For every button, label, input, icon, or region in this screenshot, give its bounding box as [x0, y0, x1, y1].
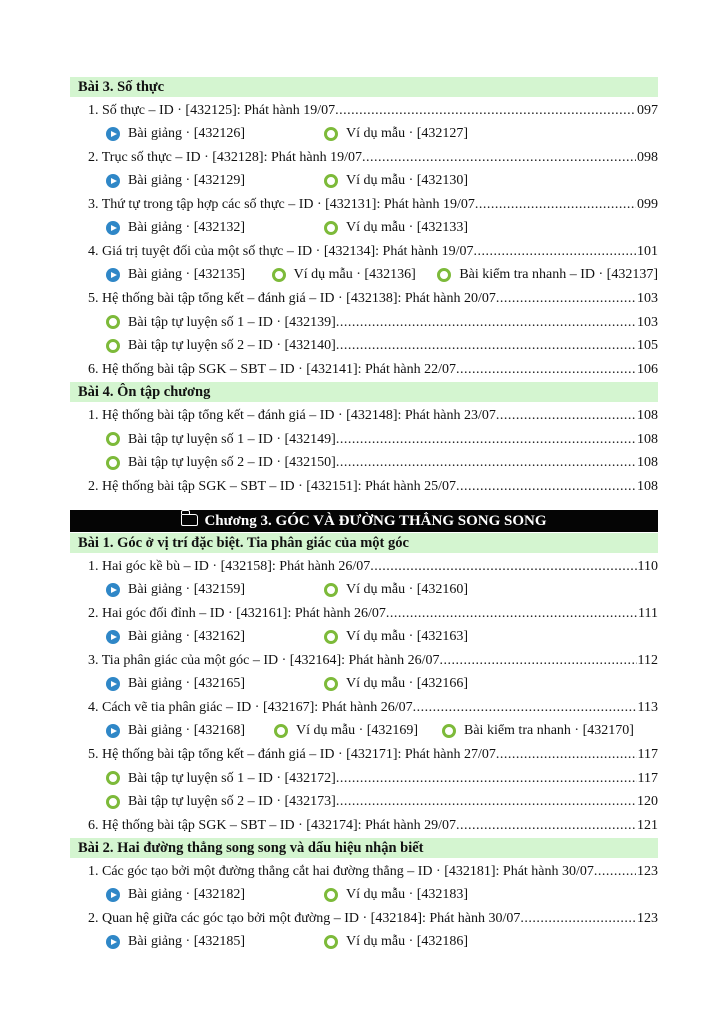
resource-row — [70, 626, 658, 650]
toc-entry[interactable] — [70, 404, 658, 428]
dot-leader — [496, 287, 636, 311]
resource-label: Bài giảng · [432132] — [128, 220, 246, 236]
resource-link[interactable] — [274, 723, 442, 739]
toc-entry[interactable] — [70, 193, 658, 217]
toc-entry[interactable] — [70, 287, 658, 311]
toc-entry[interactable] — [70, 696, 658, 720]
resource-link[interactable] — [442, 723, 634, 739]
dot-leader — [335, 99, 636, 123]
resource-row — [70, 217, 658, 241]
dot-leader — [496, 743, 637, 767]
play-icon — [106, 630, 120, 644]
dot-leader — [520, 907, 636, 931]
entry-title: Bài tập tự luyện số 1 – ID · [432139] — [128, 314, 336, 330]
entry-title: 3. Thứ tự trong tập hợp các số thực – ID · [432131]: Phát hành 19/07 — [88, 197, 475, 212]
page-number: 121 — [637, 817, 658, 833]
resource-link[interactable] — [324, 676, 468, 692]
resource-link[interactable] — [324, 887, 468, 903]
folder-icon — [181, 514, 198, 526]
toc-entry[interactable] — [70, 428, 658, 452]
ring-icon — [324, 127, 338, 141]
entry-title: Bài tập tự luyện số 1 – ID · [432172] — [128, 770, 336, 786]
entry-title: 2. Quan hệ giữa các góc tạo bởi một đường – ID · [432184]: Phát hành 30/07 — [88, 911, 521, 926]
dot-leader — [336, 428, 636, 452]
play-icon — [106, 127, 120, 141]
page-number: 117 — [637, 770, 658, 786]
page-number: 123 — [637, 864, 658, 879]
resource-link[interactable] — [106, 173, 324, 189]
entry-title: 5. Hệ thống bài tập tổng kết – đánh giá – ID · [432138]: Phát hành 20/07 — [88, 291, 496, 306]
resource-row — [70, 884, 658, 908]
resource-link[interactable] — [106, 723, 274, 739]
ring-icon — [274, 724, 288, 738]
resource-link[interactable] — [324, 629, 468, 645]
entry-title: 1. Hệ thống bài tập tổng kết – đánh giá – ID · [432148]: Phát hành 23/07 — [88, 408, 496, 423]
entry-title: Bài tập tự luyện số 2 – ID · [432140] — [128, 338, 336, 353]
entry-title: 4. Giá trị tuyệt đối của một số thực – ID · [432134]: Phát hành 19/07 — [88, 244, 474, 259]
ring-icon — [324, 630, 338, 644]
ring-icon — [106, 456, 120, 470]
resource-link[interactable] — [106, 582, 324, 598]
resource-label: Bài giảng · [432129] — [128, 173, 246, 189]
resource-link[interactable] — [106, 629, 324, 645]
dot-leader — [370, 555, 636, 579]
resource-label: Bài giảng · [432182] — [128, 887, 246, 903]
dot-leader — [362, 146, 636, 170]
page-number: 110 — [637, 559, 658, 574]
dot-leader — [456, 358, 636, 382]
ring-icon — [272, 268, 286, 282]
section-heading: Bài 3. Số thực — [70, 77, 658, 97]
ring-icon — [324, 583, 338, 597]
ring-icon — [324, 677, 338, 691]
page-number: 112 — [637, 653, 658, 668]
resource-label: Ví dụ mẫu · [432160] — [346, 582, 469, 598]
resource-label: Bài giảng · [432165] — [128, 676, 246, 692]
dot-leader — [594, 860, 636, 884]
entry-title: 2. Hệ thống bài tập SGK – SBT – ID · [432151]: Phát hành 25/07 — [88, 478, 456, 494]
play-icon — [106, 268, 120, 282]
entry-title: 1. Số thực – ID · [432125]: Phát hành 19/07 — [88, 103, 336, 118]
resource-link[interactable] — [324, 220, 468, 236]
chapter-heading — [70, 510, 658, 532]
resource-label: Ví dụ mẫu · [432130] — [346, 173, 469, 189]
table-of-contents — [70, 76, 658, 954]
section-heading: Bài 1. Góc ở vị trí đặc biệt. Tia phân giác của một góc — [70, 533, 658, 553]
dot-leader — [336, 334, 636, 358]
resource-label: Ví dụ mẫu · [432133] — [346, 220, 469, 236]
toc-entry[interactable] — [70, 767, 658, 791]
resource-label: Bài kiểm tra nhanh – ID · [432137] — [459, 267, 658, 283]
resource-row — [70, 720, 658, 744]
ring-icon — [442, 724, 456, 738]
ring-icon — [324, 888, 338, 902]
section-heading: Bài 2. Hai đường thẳng song song và dấu hiệu nhận biết — [70, 838, 658, 858]
dot-leader — [474, 240, 636, 264]
resource-label: Ví dụ mẫu · [432163] — [346, 629, 469, 645]
dot-leader — [336, 790, 636, 814]
entry-title: 5. Hệ thống bài tập tổng kết – đánh giá – ID · [432171]: Phát hành 27/07 — [88, 747, 496, 762]
toc-entry[interactable] — [70, 743, 658, 767]
ring-icon — [324, 935, 338, 949]
page-number: 120 — [637, 794, 658, 809]
dot-leader — [440, 649, 637, 673]
entry-title: 1. Các góc tạo bởi một đường thẳng cắt hai đường thẳng – ID · [432181]: Phát hành 30/07 — [88, 864, 594, 879]
resource-label: Ví dụ mẫu · [432183] — [346, 887, 469, 903]
play-icon — [106, 677, 120, 691]
toc-entry[interactable] — [70, 555, 658, 579]
page-number: 123 — [637, 911, 658, 926]
dot-leader — [475, 193, 636, 217]
entry-title: 6. Hệ thống bài tập SGK – SBT – ID · [432174]: Phát hành 29/07 — [88, 817, 456, 833]
page-number: 105 — [637, 338, 658, 353]
page-number: 106 — [637, 361, 658, 377]
resource-link[interactable] — [106, 126, 324, 142]
page-number: 098 — [637, 150, 658, 165]
resource-label: Ví dụ mẫu · [432186] — [346, 934, 469, 950]
resource-label: Ví dụ mẫu · [432166] — [346, 676, 469, 692]
page-number: 117 — [637, 747, 658, 762]
play-icon — [106, 583, 120, 597]
toc-entry[interactable] — [70, 649, 658, 673]
ring-icon — [324, 221, 338, 235]
ring-icon — [106, 315, 120, 329]
entry-title: 1. Hai góc kề bù – ID · [432158]: Phát hành 26/07 — [88, 559, 371, 574]
play-icon — [106, 888, 120, 902]
toc-entry[interactable] — [70, 602, 658, 626]
resource-label: Bài giảng · [432185] — [128, 934, 246, 950]
ring-icon — [437, 268, 451, 282]
toc-entry[interactable] — [70, 99, 658, 123]
resource-link[interactable] — [106, 934, 324, 950]
entry-title: 2. Hai góc đối đỉnh – ID · [432161]: Phát hành 26/07 — [88, 606, 386, 621]
page-number: 097 — [637, 103, 658, 118]
ring-icon — [106, 771, 120, 785]
dot-leader — [336, 767, 637, 791]
resource-link[interactable] — [324, 126, 468, 142]
resource-link[interactable] — [324, 934, 468, 950]
page-number: 103 — [637, 314, 658, 330]
resource-link[interactable] — [106, 887, 324, 903]
ring-icon — [106, 795, 120, 809]
toc-entry[interactable] — [70, 358, 658, 382]
dot-leader — [496, 404, 636, 428]
page-number: 101 — [637, 244, 658, 259]
toc-entry[interactable] — [70, 240, 658, 264]
resource-label: Bài giảng · [432168] — [128, 723, 246, 739]
resource-label: Ví dụ mẫu · [432127] — [346, 126, 469, 142]
resource-label: Ví dụ mẫu · [432169] — [296, 723, 419, 739]
entry-title: Bài tập tự luyện số 1 – ID · [432149] — [128, 431, 336, 447]
toc-entry[interactable] — [70, 451, 658, 475]
toc-entry[interactable] — [70, 790, 658, 814]
page-number: 099 — [637, 197, 658, 212]
ring-icon — [324, 174, 338, 188]
resource-row — [70, 579, 658, 603]
page-number: 108 — [637, 478, 658, 494]
resource-label: Bài giảng · [432159] — [128, 582, 246, 598]
resource-label: Bài giảng · [432126] — [128, 126, 246, 142]
resource-row — [70, 931, 658, 955]
ring-icon — [106, 432, 120, 446]
page-number: 108 — [637, 455, 658, 470]
ring-icon — [106, 339, 120, 353]
entry-title: 6. Hệ thống bài tập SGK – SBT – ID · [432141]: Phát hành 22/07 — [88, 361, 456, 377]
dot-leader — [386, 602, 637, 626]
resource-link[interactable] — [106, 676, 324, 692]
dot-leader — [456, 814, 636, 838]
toc-entry[interactable] — [70, 146, 658, 170]
play-icon — [106, 724, 120, 738]
chapter-title: Chương 3. GÓC VÀ ĐƯỜNG THẲNG SONG SONG — [204, 513, 547, 529]
resource-link[interactable] — [437, 267, 658, 283]
play-icon — [106, 174, 120, 188]
section-heading: Bài 4. Ôn tập chương — [70, 382, 658, 402]
resource-link[interactable] — [272, 267, 438, 283]
play-icon — [106, 221, 120, 235]
entry-title: Bài tập tự luyện số 2 – ID · [432173] — [128, 794, 336, 809]
resource-label: Ví dụ mẫu · [432136] — [293, 267, 416, 283]
resource-link[interactable] — [324, 173, 468, 189]
page-number: 113 — [637, 700, 658, 715]
page-number: 108 — [637, 431, 658, 447]
entry-title: 2. Trục số thực – ID · [432128]: Phát hành 19/07 — [88, 150, 362, 165]
toc-entry[interactable] — [70, 311, 658, 335]
dot-leader — [456, 475, 636, 499]
entry-title: Bài tập tự luyện số 2 – ID · [432150] — [128, 455, 336, 470]
toc-entry[interactable] — [70, 334, 658, 358]
entry-title: 4. Cách vẽ tia phân giác – ID · [432167]: Phát hành 26/07 — [88, 700, 413, 715]
play-icon — [106, 935, 120, 949]
dot-leader — [336, 451, 636, 475]
resource-label: Bài giảng · [432162] — [128, 629, 246, 645]
dot-leader — [413, 696, 637, 720]
toc-entry[interactable] — [70, 814, 658, 838]
page-number: 108 — [637, 408, 658, 423]
resource-link[interactable] — [106, 267, 272, 283]
dot-leader — [336, 311, 636, 335]
resource-row — [70, 673, 658, 697]
resource-row — [70, 264, 658, 288]
resource-label: Bài kiểm tra nhanh · [432170] — [464, 723, 634, 739]
page-number: 111 — [638, 606, 658, 621]
resource-link[interactable] — [324, 582, 468, 598]
toc-entry[interactable] — [70, 907, 658, 931]
page-number: 103 — [637, 291, 658, 306]
entry-title: 3. Tia phân giác của một góc – ID · [432164]: Phát hành 26/07 — [88, 653, 440, 668]
toc-entry[interactable] — [70, 475, 658, 499]
resource-label: Bài giảng · [432135] — [128, 267, 246, 283]
resource-row — [70, 170, 658, 194]
resource-row — [70, 123, 658, 147]
resource-link[interactable] — [106, 220, 324, 236]
toc-entry[interactable] — [70, 860, 658, 884]
